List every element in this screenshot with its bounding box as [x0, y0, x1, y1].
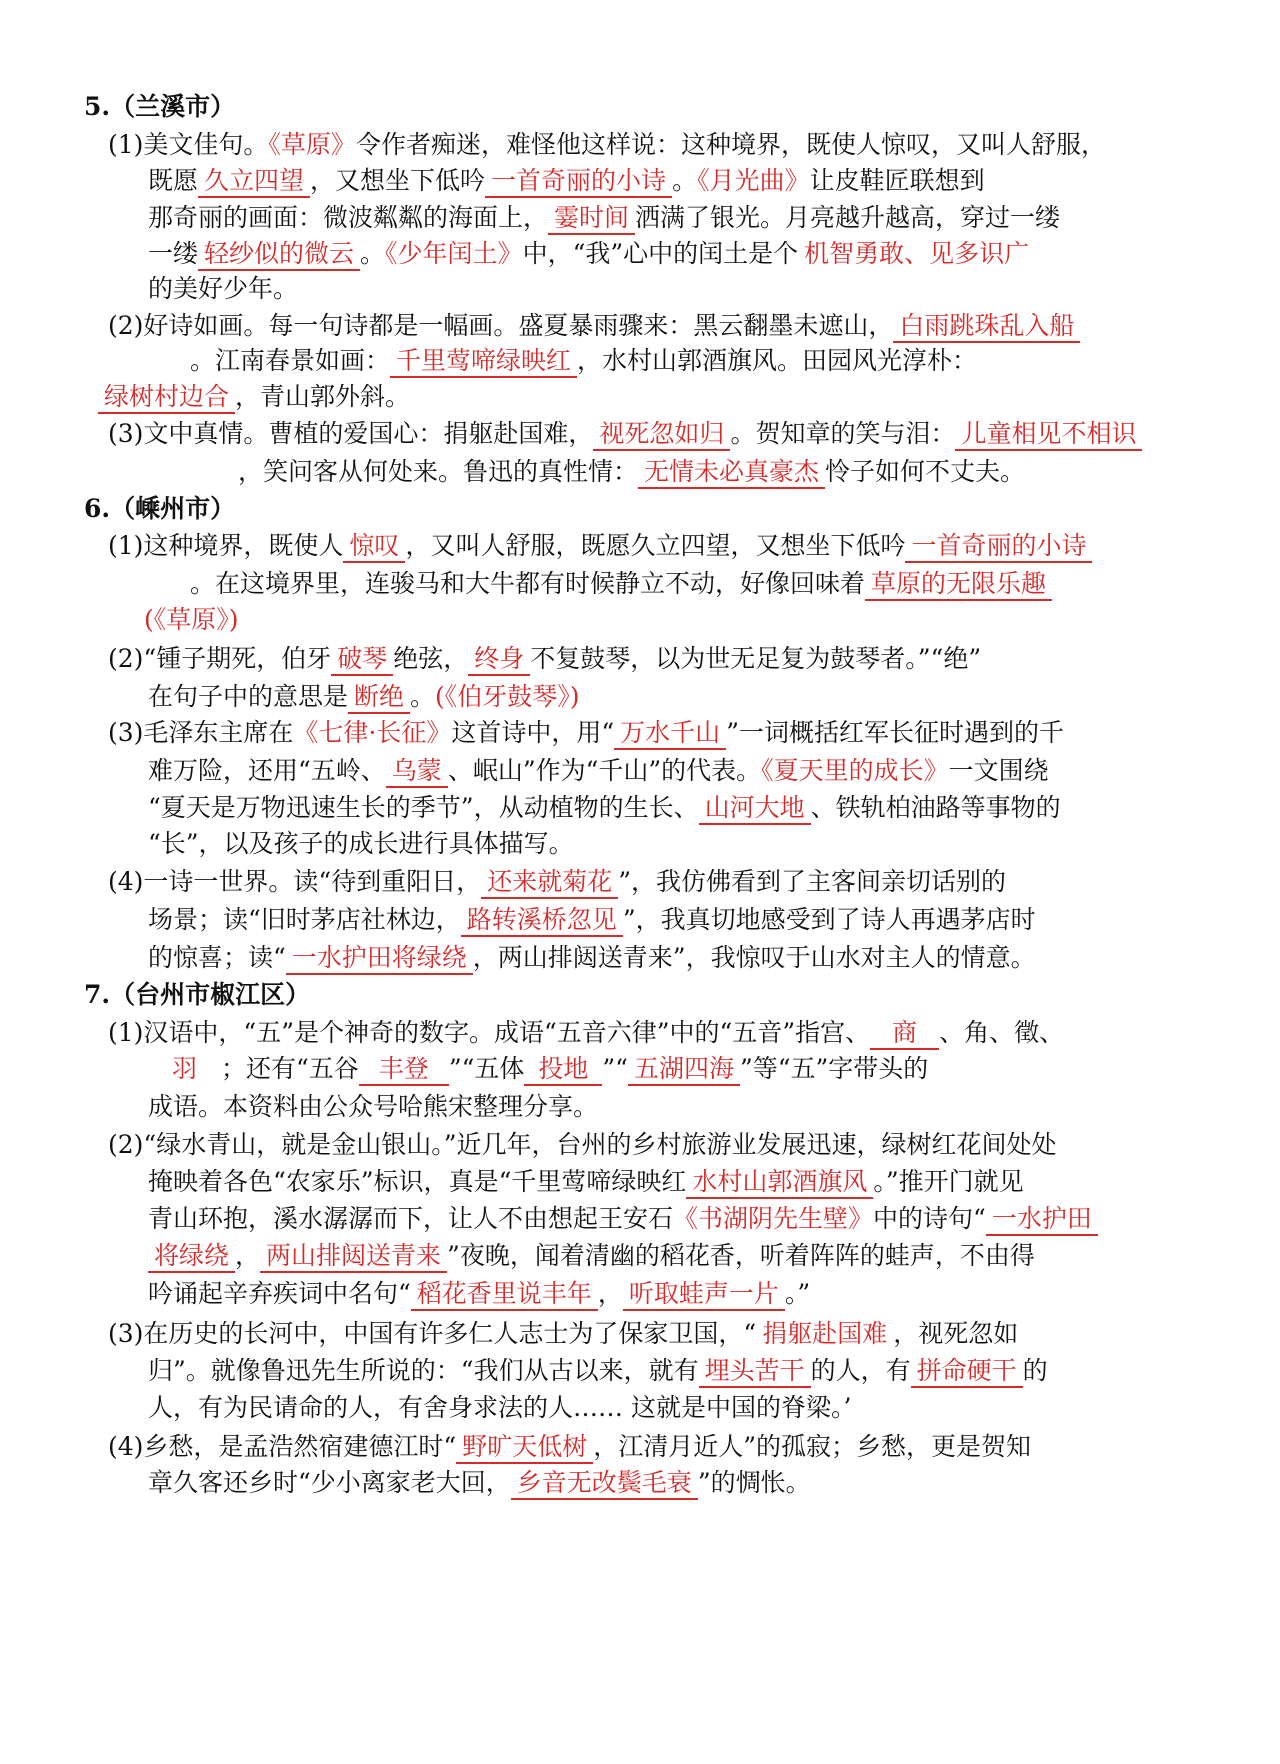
s5-q1-line4 — [148, 237, 1035, 271]
s6-q4-line2 — [148, 903, 1036, 937]
text: 洒满了银光。月亮越升越高，穿过一缕 — [635, 203, 1061, 232]
text: (4)一诗一世界。读“待到重阳日， — [108, 867, 482, 896]
text: 一缕 — [148, 239, 199, 268]
text: (1)美文佳句。 — [108, 130, 269, 159]
text: 怜子如何不丈夫。 — [825, 457, 1026, 486]
answer: 无情未必真豪杰 — [638, 457, 825, 489]
section-6-header: 6.（嵊州市） — [84, 494, 236, 523]
answer: 一首奇丽的小诗 — [905, 531, 1092, 563]
text: ，视死忽如 — [893, 1319, 1019, 1348]
s6-q3-line3 — [148, 791, 1061, 825]
s7-q4-line2 — [148, 1466, 811, 1500]
s6-q1-line2 — [190, 567, 1052, 601]
text: 那奇丽的画面：微波粼粼的海面上， — [148, 203, 549, 232]
text: 、岷山”作为“千山”的代表。 — [447, 756, 762, 785]
answer: 两山排闼送青来 — [260, 1241, 447, 1273]
text: 在句子中的意思是 — [148, 682, 349, 711]
text: 难万险，还用“五岭、 — [148, 756, 386, 785]
text: ”一词概括红军长征时遇到的千 — [726, 718, 1064, 747]
answer: 千里莺啼绿映红 — [390, 346, 577, 378]
section-5-header: 5.（兰溪市） — [84, 92, 236, 121]
book-title: 《七律·长征》 — [293, 718, 452, 747]
text: 、角、徵、 — [939, 1018, 1065, 1047]
text: (4)乡愁，是孟浩然宿建德江时“ — [108, 1432, 457, 1461]
answer: 拼命硬干 — [911, 1356, 1023, 1388]
s5-q1-line5: 的美好少年。 — [148, 274, 299, 303]
text: 既愿 — [148, 166, 199, 195]
text: 场景；读“旧时茅店社林边， — [148, 905, 461, 934]
text: (1)汉语中，“五”是个神奇的数字。成语“五音六律”中的“五音”指宫、 — [108, 1018, 871, 1047]
text: “夏天是万物迅速生长的季节”，从动植物的生长、 — [148, 793, 699, 822]
answer: 乌蒙 — [386, 756, 448, 788]
text: 。 — [672, 166, 698, 195]
book-title: 《夏天里的成长》 — [761, 756, 949, 785]
text: 。贺知章的笑与泪： — [730, 419, 956, 448]
text: 。”推开门就见 — [873, 1167, 1024, 1196]
answer: 久立四望 — [198, 166, 310, 198]
text: ”的惆怅。 — [697, 1468, 811, 1497]
s6-q1-line1 — [108, 529, 1092, 563]
text: ”夜晚，闻着清幽的稻花香，听着阵阵的蛙声，不由得 — [447, 1241, 1035, 1270]
text: 掩映着各色“农家乐”标识，真是“千里莺啼绿映红 — [148, 1167, 687, 1196]
text: (3)在历史的长河中，中国有许多仁人志士为了保家卫国，“ — [108, 1319, 757, 1348]
text: (2)好诗如画。每一句诗都是一幅画。盛夏暴雨骤来：黑云翻墨未遮山， — [108, 311, 894, 340]
book-title: 《草原》 — [268, 130, 356, 159]
s7-q2-line5 — [148, 1277, 810, 1311]
answer: 听取蛙声一片 — [623, 1279, 785, 1311]
text: (1)这种境界，既使人 — [108, 531, 344, 560]
text: ，江清月近人”的孤寂；乡愁，更是贺知 — [593, 1432, 1032, 1461]
answer: 水村山郭酒旗风 — [686, 1167, 873, 1199]
answer: 白雨跳珠乱入船 — [893, 311, 1080, 343]
s7-q3-line1 — [108, 1317, 1018, 1351]
s7-q3-line2 — [148, 1354, 1048, 1388]
s7-q2-line2 — [148, 1165, 1024, 1199]
text: 绝弦， — [393, 644, 469, 673]
text: ， — [597, 1279, 623, 1308]
answer: 野旷天低树 — [456, 1432, 593, 1464]
answer: 一水护田将绿绕 — [286, 943, 473, 975]
text: 。 — [410, 682, 436, 711]
text: 的 — [1022, 1356, 1048, 1385]
text: (3)毛泽东主席在 — [108, 718, 294, 747]
section-7-header: 7.（台州市椒江区） — [84, 980, 311, 1009]
text: (2)“锺子期死，伯牙 — [108, 644, 332, 673]
s5-q1-line3 — [148, 201, 1060, 235]
s5-q2-line1 — [108, 309, 1080, 343]
text: ”“五体 — [448, 1054, 525, 1083]
s7-q2-line3 — [148, 1202, 1098, 1236]
text: 。在这境界里，连骏马和大牛都有时候静立不动，好像回味着 — [190, 569, 866, 598]
answer: 断绝 — [348, 682, 410, 714]
answer: 万水千山 — [614, 718, 726, 750]
text: 。江南春景如画： — [190, 346, 391, 375]
text: ”“ — [602, 1054, 628, 1083]
s7-q1-line1 — [108, 1016, 1064, 1050]
answer: 路转溪桥忽见 — [461, 905, 623, 937]
text: 的惊喜；读“ — [148, 943, 286, 972]
s6-q3-line2 — [148, 754, 1049, 788]
text: 青山环抱，溪水潺潺而下，让人不由想起王安石 — [148, 1204, 674, 1233]
answer: 还来就菊花 — [481, 867, 618, 899]
s7-q1-line2 — [148, 1052, 928, 1086]
text: 吟诵起辛弃疾词中名句“ — [148, 1279, 411, 1308]
answer: 丰登 — [359, 1054, 449, 1086]
text: 不复鼓琴，以为世无足复为鼓琴者。”“绝” — [530, 644, 982, 673]
s7-q4-line1 — [108, 1430, 1031, 1464]
s6-q3-line4: “长”，以及孩子的成长进行具体描写。 — [148, 829, 574, 858]
s6-q3-line1 — [108, 716, 1064, 750]
text: 、铁轨柏油路等事物的 — [810, 793, 1061, 822]
text: 这首诗中，用“ — [451, 718, 615, 747]
s5-q3-line2 — [238, 455, 1025, 489]
text: ， — [235, 1241, 261, 1270]
text: ”等“五”字带头的 — [739, 1054, 929, 1083]
answer: 一首奇丽的小诗 — [485, 166, 672, 198]
text: 的人，有 — [810, 1356, 911, 1385]
s7-q1-line3: 成语。本资料由公众号哈熊宋整理分享。 — [148, 1092, 599, 1121]
text: 归”。就像鲁迅先生所说的：“我们从古以来，就有 — [148, 1356, 699, 1385]
s5-q3-line1 — [108, 417, 1142, 451]
answer: 埋头苦干 — [699, 1356, 811, 1388]
answer: 机智勇敢、见多识广 — [804, 239, 1030, 268]
answer: 轻纱似的微云 — [198, 239, 360, 271]
answer: 霎时间 — [548, 203, 635, 235]
s5-q2-line2 — [190, 344, 977, 378]
text: (3)文中真情。曹植的爱国心：捐躯赴国难， — [108, 419, 594, 448]
answer: 破琴 — [331, 644, 393, 676]
text: 章久客还乡时“少小离家老大回， — [148, 1468, 511, 1497]
s6-q1-source: (《草原》) — [144, 605, 239, 634]
text: ，水村山郭酒旗风。田园风光淳朴： — [577, 346, 978, 375]
answer: 儿童相见不相识 — [955, 419, 1142, 451]
answer: 羽 — [172, 1054, 198, 1083]
book-title: 《月光曲》 — [697, 166, 810, 195]
answer: 终身 — [468, 644, 530, 676]
answer: 惊叹 — [343, 531, 405, 563]
text: ”，我仿佛看到了主客间亲切话别的 — [618, 867, 1007, 896]
text: 中的诗句“ — [873, 1204, 986, 1233]
answer: 草原的无限乐趣 — [865, 569, 1052, 601]
source: (《伯牙鼓琴》) — [435, 682, 580, 711]
s6-q4-line1 — [108, 865, 1006, 899]
s7-q2-line4 — [148, 1239, 1035, 1273]
book-title: 《少年闰土》 — [385, 239, 523, 268]
text: ，笑问客从何处来。鲁迅的真性情： — [238, 457, 639, 486]
answer: 捐躯赴国难 — [762, 1319, 888, 1348]
answer: 一水护田 — [986, 1204, 1098, 1236]
s6-q2-line2 — [148, 680, 580, 714]
s6-q4-line3 — [148, 941, 1036, 975]
answer: 商 — [870, 1018, 939, 1050]
answer: 投地 — [524, 1054, 602, 1086]
text: 。” — [784, 1279, 811, 1308]
s5-q2-line3 — [98, 380, 410, 414]
answer: 绿树村边合 — [98, 382, 235, 414]
book-title: 《书湖阴先生壁》 — [673, 1204, 874, 1233]
answer: 乡音无改鬓毛衰 — [511, 1468, 698, 1500]
s5-q1-line2 — [148, 164, 985, 198]
text: 让皮鞋匠联想到 — [809, 166, 985, 195]
text: ；还有“五谷 — [221, 1054, 359, 1083]
text: 中，“我”心中的闰土是个 — [522, 239, 799, 268]
answer: 稻花香里说丰年 — [411, 1279, 598, 1311]
s5-q1-line1 — [108, 128, 1106, 162]
text: ，两山排闼送青来”，我惊叹于山水对主人的情意。 — [472, 943, 1036, 972]
s6-q2-line1 — [108, 642, 981, 676]
s7-q3-line3: 人，有为民请命的人，有舍身求法的人…… 这就是中国的脊梁。’ — [148, 1393, 852, 1422]
answer: 山河大地 — [699, 793, 811, 825]
text: ”，我真切地感受到了诗人再遇茅店时 — [622, 905, 1036, 934]
answer: 视死忽如归 — [593, 419, 730, 451]
answer: 将绿绕 — [148, 1241, 235, 1273]
text: ，又叫人舒服，既愿久立四望，又想坐下低吟 — [405, 531, 906, 560]
text: ，青山郭外斜。 — [235, 382, 411, 411]
text: 令作者痴迷，难怪他这样说：这种境界，既使人惊叹，又叫人舒服， — [355, 130, 1106, 159]
text: 。 — [360, 239, 386, 268]
text: 一文围绕 — [948, 756, 1049, 785]
s7-q2-line1: (2)“绿水青山，就是金山银山。”近几年，台州的乡村旅游业发展迅速，绿树红花间处处 — [108, 1130, 1057, 1159]
answer: 五湖四海 — [628, 1054, 740, 1086]
text: ，又想坐下低吟 — [310, 166, 486, 195]
